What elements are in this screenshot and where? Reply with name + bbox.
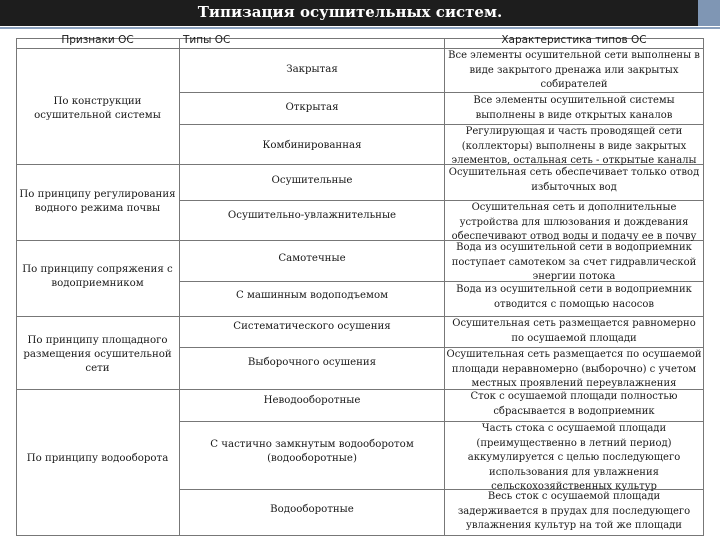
description-selective: Осушительная сеть размещается по осушаемой площади неравномерно (выборочно) с учетом местных проявлений переувлажнения — [446, 349, 702, 390]
table-border-right — [703, 38, 704, 536]
type-systematic: Систематического осушения — [233, 321, 391, 332]
group-label-regulation: По принципу регулирования водного режима почвы — [19, 189, 176, 214]
group-label-water-cycle: По принципу водооборота — [26, 453, 169, 464]
classification-table — [16, 34, 704, 536]
type-closed: Закрытая — [286, 64, 338, 75]
type-partially-closed: С частично замкнутым водооборотом (водооборотные) — [210, 439, 414, 464]
title-underline — [0, 27, 720, 29]
group-label-placement: По принципу площадного размещения осушительной сети — [23, 335, 172, 374]
description-non-circulating: Сток с осушаемой площади полностью сбрасывается в водоприемник — [470, 391, 678, 417]
type-open: Открытая — [285, 102, 339, 113]
description-pumped: Вода из осушительной сети в водоприемник отводится с помощью насосов — [456, 284, 692, 310]
group-label-construction: По конструкции осушительной системы — [34, 96, 161, 121]
description-systematic: Осушительная сеть размещается равномерно по осушаемой площади — [452, 318, 696, 344]
description-closed: Все элементы осушительной сети выполнены в виде закрытого дренажа или закрытых собирателей — [448, 50, 700, 91]
description-drainage: Осушительная сеть обеспечивает только отвод избыточных вод — [448, 167, 700, 193]
type-non-circulating: Неводооборотные — [263, 395, 361, 406]
description-gravity: Вода из осушительной сети в водоприемник поступает самотеком за счет гидравлической энергии потока — [451, 242, 697, 283]
description-combined: Регулирующая и часть проводящей сети (коллекторы) выполнены в виде закрытых элементов, остальная сеть - открытые каналы — [451, 126, 697, 167]
type-selective: Выборочного осушения — [247, 357, 377, 368]
header-features: Признаки ОС — [61, 34, 134, 46]
column-divider-2 — [444, 38, 445, 536]
table-border-bottom — [16, 535, 704, 536]
type-combined: Комбинированная — [262, 140, 362, 151]
type-gravity: Самотечные — [278, 253, 346, 264]
type-pumped: С машинным водоподъемом — [235, 290, 389, 301]
type-circulating: Водооборотные — [270, 504, 354, 515]
header-types: Типы ОС — [183, 34, 231, 46]
description-drainage-irrigation: Осушительная сеть и дополнительные устройства для шлюзования и дождевания обеспечивают отвод воды и подачу ее в почву — [451, 202, 697, 243]
header-characteristics: Характеристика типов ОС — [501, 34, 647, 46]
type-drainage: Осушительные — [271, 175, 353, 186]
title-bar-accent — [698, 0, 720, 26]
description-open: Все элементы осушительной системы выполнены в виде открытых каналов — [473, 95, 675, 121]
type-drainage-irrigation: Осушительно-увлажнительные — [227, 210, 397, 221]
description-circulating: Весь сток с осушаемой площади задерживается в прудах для последующего увлажнения культур на той же площади — [457, 491, 691, 532]
group-label-receiver: По принципу сопряжения с водоприемником — [22, 264, 173, 289]
slide-title: Типизация осушительных систем. — [197, 3, 503, 21]
column-divider-1 — [179, 38, 180, 536]
title-bar — [0, 0, 720, 32]
description-partially-closed: Часть стока с осушаемой площади (преимущественно в летний период) аккумулируется с целью последующего использования для увлажнения сельскохозяйственных культур — [467, 423, 681, 493]
